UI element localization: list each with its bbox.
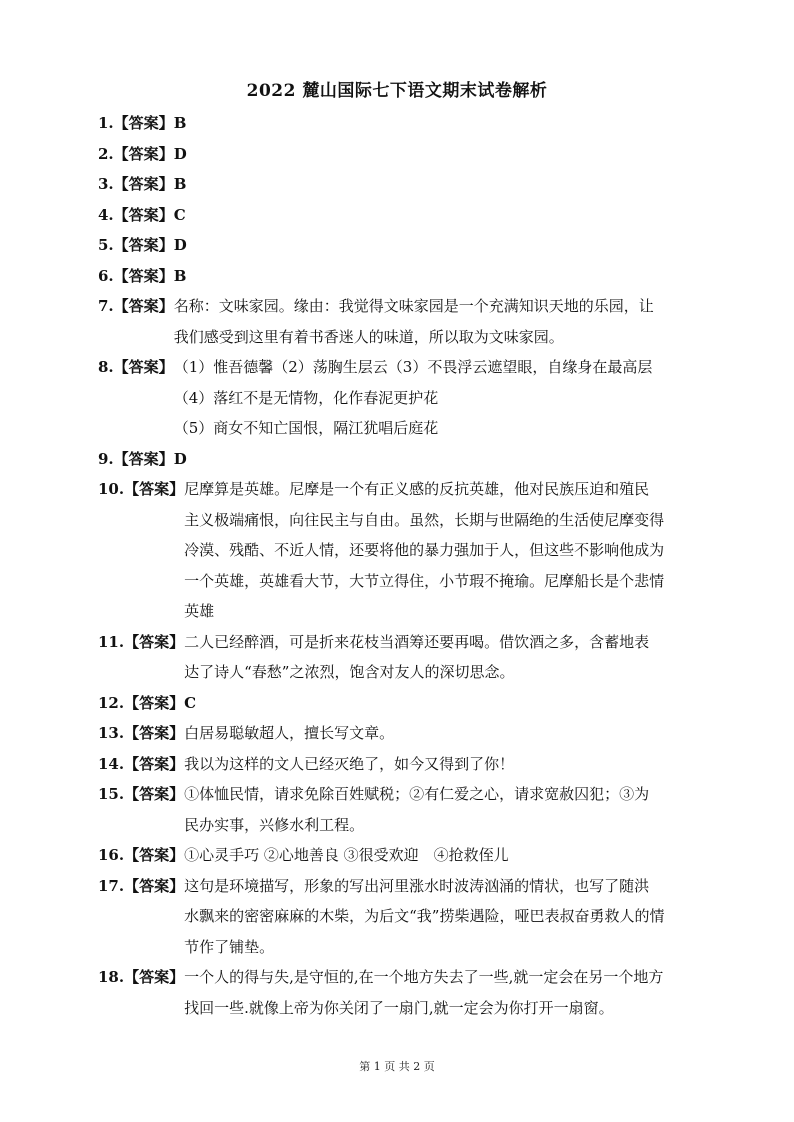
answer-tag: 【答案】 [113,144,174,163]
answer-prefix [98,200,174,231]
answer-line: （4）落红不是无情物，化作春泥更护花 [173,388,439,407]
answer-prefix [98,291,174,322]
question-number: 10. [98,480,125,498]
answer-prefix [98,718,184,749]
answer-body [174,230,698,261]
answer-body [184,749,698,780]
answer-prefix [98,169,174,200]
answer-line: 冷漠、残酷、不近人情，还要将他的暴力强加于人，但这些不影响他成为 [184,541,665,559]
answer-item [98,169,698,200]
answer-line: （5）商女不知亡国恨，隔江犹唱后庭花 [173,419,439,437]
page-title: 2022 麓山国际七下语文期末试卷解析 [246,81,548,101]
answer-body [174,169,698,200]
answer-body [174,291,698,352]
question-number: 14. [98,754,125,773]
answer-item [98,291,698,352]
answer-item [98,108,698,139]
question-number: 18. [98,968,125,986]
answer-body [184,962,698,1023]
answer-item [98,261,698,292]
answer-choice: D [173,236,187,254]
answer-body [184,871,698,963]
answer-choice: C [184,693,197,712]
answer-line: 找回一些.就像上帝为你关闭了一扇门,就一定会为你打开一扇窗。 [184,998,614,1017]
answer-tag: 【答案】 [124,785,185,803]
answer-body [184,840,698,871]
answer-line: 我以为这样的文人已经灭绝了，如今又得到了你！ [184,754,515,773]
answer-choice: D [173,449,187,468]
answer-item [98,444,698,475]
answer-line: ①体恤民情，请求免除百姓赋税；②有仁爱之心，请求宽赦囚犯；③为 [184,785,650,803]
answer-prefix [98,108,174,139]
answer-line: 水飘来的密密麻麻的木柴，为后文“我”捞柴遇险，哑巴表叔奋勇救人的情 [184,907,665,925]
answer-line: （1）惟吾德馨（2）荡胸生层云（3）不畏浮云遮望眼，自缘身在最高层 [173,358,653,376]
answer-item [98,474,698,627]
question-number: 5. [98,236,114,254]
answer-line: 这句是环境描写，形象的写出河里涨水时波涛汹涌的情状，也写了随洪 [184,876,650,895]
answer-item [98,627,698,688]
answer-item [98,840,698,871]
answer-body [184,474,698,627]
answer-prefix [98,749,184,780]
answer-line: 一个人的得与失,是守恒的,在一个地方失去了一些,就一定会在另一个地方 [184,968,664,986]
answer-tag: 【答案】 [124,846,185,864]
answer-prefix [98,871,184,902]
answer-prefix [98,139,174,170]
answer-choice: C [173,205,186,224]
question-number: 12. [98,693,125,712]
answer-choice: D [173,144,187,163]
question-number: 3. [98,175,114,193]
question-number: 1. [98,114,114,132]
answer-line: 民办实事，兴修水利工程。 [184,815,365,834]
answer-tag: 【答案】 [124,968,185,986]
answer-tag: 【答案】 [124,876,185,895]
answer-tag: 【答案】 [124,480,185,498]
answer-item [98,749,698,780]
answer-tag: 【答案】 [113,358,174,376]
answer-line: 节作了铺垫。 [184,937,275,956]
answer-line: 二人已经醉酒，可是折来花枝当酒筹还要再喝。借饮酒之多，含蓄地表 [184,632,650,651]
answer-tag: 【答案】 [113,205,174,224]
question-number: 13. [98,724,125,742]
question-number: 16. [98,846,125,864]
answer-tag: 【答案】 [113,297,174,315]
answer-body [174,200,698,231]
question-number: 15. [98,785,125,803]
answer-choice: B [173,114,187,132]
answer-prefix [98,261,174,292]
answer-body [184,627,698,688]
answer-line: ①心灵手巧 ②心地善良 ③很受欢迎 ④抢救侄儿 [184,846,509,864]
page-footer: 第 1 页 共 2 页 [359,1060,435,1073]
answer-prefix [98,352,174,383]
answer-choice: B [173,175,187,193]
answer-item [98,779,698,840]
answer-tag: 【答案】 [113,449,174,468]
answer-prefix [98,474,184,505]
question-number: 8. [98,358,114,376]
answer-line: 我们感受到这里有着书香迷人的味道，所以取为文味家园。 [173,327,564,346]
answer-item [98,230,698,261]
answer-line: 英雄 [184,602,215,620]
answer-tag: 【答案】 [113,236,174,254]
answer-prefix [98,627,184,658]
answer-prefix [98,444,174,475]
question-number: 4. [98,205,114,224]
answer-prefix [98,840,184,871]
answer-line: 白居易聪敏超人，擅长写文章。 [184,724,395,742]
answer-prefix [98,779,184,810]
answer-tag: 【答案】 [124,693,185,712]
answer-body [184,718,698,749]
answer-tag: 【答案】 [113,175,174,193]
answer-tag: 【答案】 [124,632,185,651]
answer-body [174,261,698,292]
answer-tag: 【答案】 [124,724,185,742]
answer-item [98,139,698,170]
answer-line: 名称：文味家园。缘由：我觉得文味家园是一个充满知识天地的乐园，让 [173,297,654,315]
question-number: 6. [98,266,114,285]
answer-prefix [98,962,184,993]
answer-item [98,718,698,749]
answer-prefix [98,230,174,261]
answer-tag: 【答案】 [124,754,185,773]
answer-line: 一个英雄，英雄看大节，大节立得住，小节瑕不掩瑜。尼摩船长是个悲情 [184,571,665,590]
answer-body [174,139,698,170]
answer-line: 主义极端痛恨，向往民主与自由。虽然，长期与世隔绝的生活使尼摩变得 [184,510,665,529]
answer-prefix [98,688,184,719]
answer-line: 达了诗人“春愁”之浓烈，饱含对友人的深切思念。 [184,663,515,681]
answer-choice: B [173,266,187,285]
answer-item [98,352,698,444]
answer-item [98,200,698,231]
question-number: 17. [98,876,125,895]
answer-body [174,108,698,139]
answer-line: 尼摩算是英雄。尼摩是一个有正义感的反抗英雄，他对民族压迫和殖民 [184,480,650,498]
answer-body [174,352,698,444]
question-number: 7. [98,297,114,315]
answer-item [98,871,698,963]
answer-tag: 【答案】 [113,266,174,285]
answer-item [98,688,698,719]
question-number: 11. [98,632,125,651]
answer-body [184,779,698,840]
answer-body [184,688,698,719]
answer-list [98,108,698,1023]
question-number: 2. [98,144,114,163]
question-number: 9. [98,449,114,468]
answer-tag: 【答案】 [113,114,174,132]
answer-item [98,962,698,1023]
answer-body [174,444,698,475]
